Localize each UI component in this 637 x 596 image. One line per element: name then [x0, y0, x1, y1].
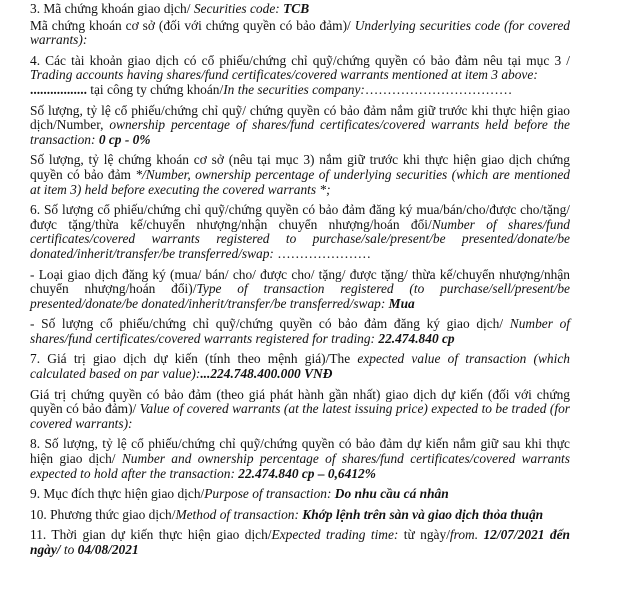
item-8-holding-after: 8. Số lượng, tỷ lệ cổ phiếu/chứng chỉ quỹ/chứng quyền có bảo đảm dự kiến nắm giữ sau khi thực hiện giao dịch/ Number and ownership percentage of shares/fund certificates/covered warrants expected to hold after the transaction: 22.474.840 cp – 0,6412% — [30, 436, 570, 481]
holding-before-transaction: Số lượng, tỷ lệ cổ phiếu/chứng chỉ quỹ/ chứng quyền có bảo đảm nắm giữ trước khi thực hiện giao dịch/Number, ownership percentage of shares/fund certificates/covered warrants held before the transaction: 0 cp - 0% — [30, 102, 570, 147]
item-4-trading-accounts: 4. Các tài khoản giao dịch có cổ phiếu/chứng chỉ quỹ/chứng quyền có bảo đảm nêu tại mục 3 / Trading accounts having shares/fund certificates/covered warrants mentioned at item 3 above: ................. tại công ty chứng khoán/In the securities company:…………………………… — [30, 52, 570, 97]
item-7-expected-value: 7. Giá trị giao dịch dự kiến (tính theo mệnh giá)/The expected value of transaction (which calculated based on par value):...224.748.400.000 VNĐ — [30, 351, 570, 382]
document-body — [30, 2, 570, 564]
item-9-purpose: 9. Mục đích thực hiện giao dịch/Purpose of transaction: Do nhu cầu cá nhân — [30, 486, 449, 502]
transaction-type: - Loại giao dịch đăng ký (mua/ bán/ cho/ được cho/ tặng/ được tặng/ thừa kế/chuyển nhượng/nhận chuyển nhượng/hoán đổi)/Type of transaction registered (to purchase/sell/present/be presented/donate/be donated/inherit/transfer/be transferred/swap: Mua — [30, 266, 570, 311]
item-11-trading-time: 11. Thời gian dự kiến thực hiện giao dịch/Expected trading time: từ ngày/from. 12/07/2021 đến ngày/ to 04/08/2021 — [30, 527, 570, 557]
registered-trading-quantity: - Số lượng cổ phiếu/chứng chỉ quỹ/chứng quyền có bảo đảm đăng ký giao dịch/ Number of shares/fund certificates/covered warrants registered for trading: 22.474.840 cp — [30, 316, 570, 346]
underlying-holding-before: Số lượng, tỷ lệ chứng khoán cơ sở (nêu tại mục 3) nắm giữ trước khi thực hiện giao dịch chứng quyền có bảo đảm */Number, ownership percentage of underlying securities (which are mentioned at item 3) held before executing the covered warrants *; — [30, 152, 570, 197]
item-6-registered-quantity: 6. Số lượng cổ phiếu/chứng chỉ quỹ/chứng quyền có bảo đảm đăng ký mua/bán/cho/được cho/tặng/được tặng/thừa kế/chuyển nhượng/nhận chuyển nhượng/hoán đổi/Number of shares/fund certificates/covered warrants registered to purchase/sale/present/be presented/donate/be donated/inherit/transfer/be transferred/swap: ………………… — [30, 202, 570, 261]
item-3-securities-code: 3. Mã chứng khoán giao dịch/ Securities code: TCB — [30, 1, 310, 16]
item-3-underlying-code: Mã chứng khoán cơ sở (đối với chứng quyền có bảo đảm)/ Underlying securities code (for covered warrants): — [30, 17, 570, 48]
item-10-method: 10. Phương thức giao dịch/Method of transaction: Khớp lệnh trên sàn và giao dịch thỏa thuận — [30, 506, 544, 522]
covered-warrant-value: Giá trị chứng quyền có bảo đảm (theo giá phát hành gần nhất) giao dịch dự kiến (đối với chứng quyền có bảo đảm)/ Value of covered warrants (at the latest issuing price) expected to be traded (for covered warrants): — [30, 386, 571, 431]
